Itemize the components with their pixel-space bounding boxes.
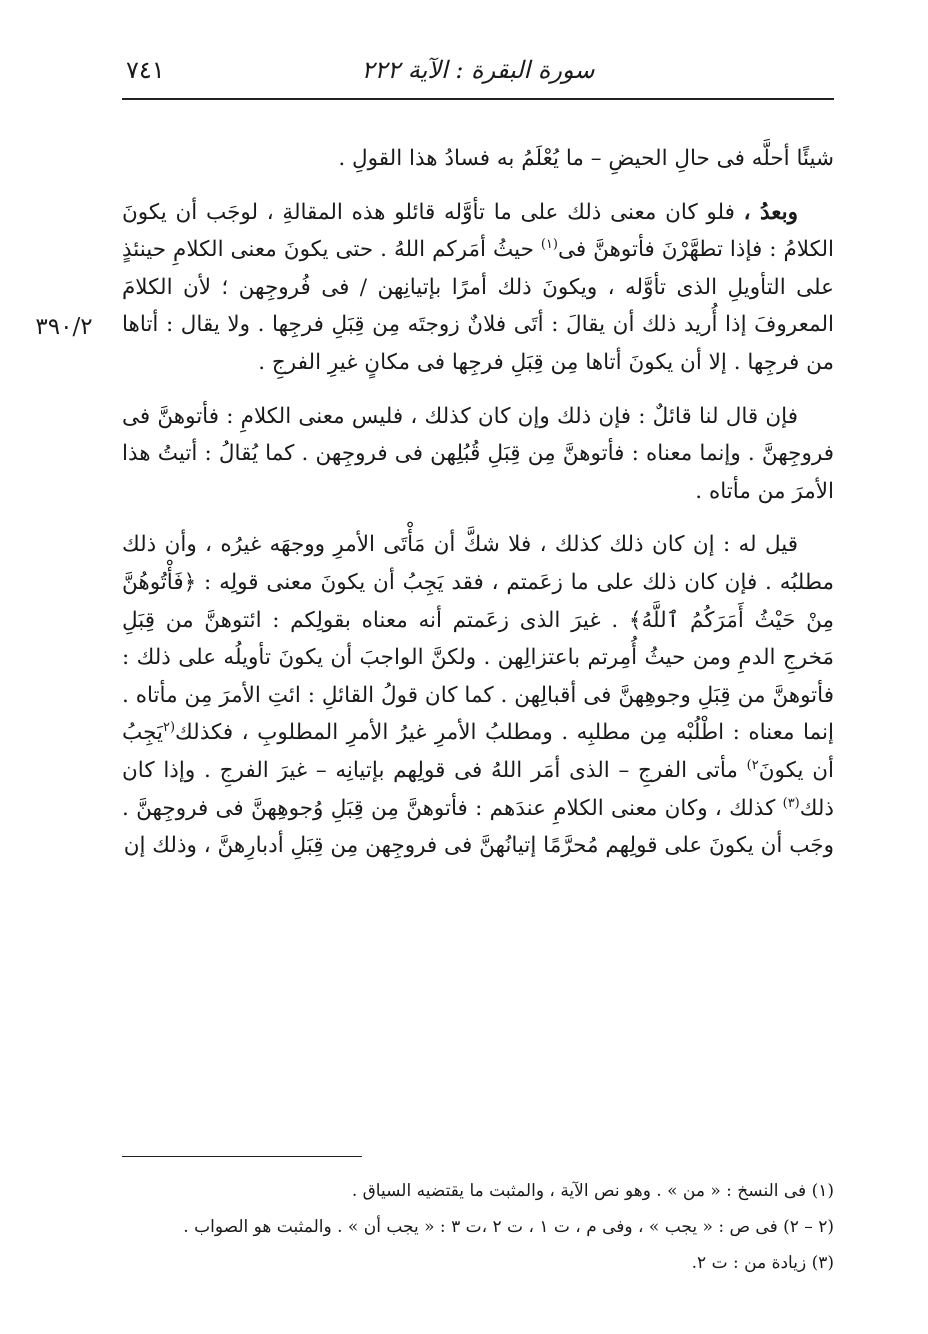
footnote: (٢ – ٢) فى ص : « يجب » ، وفى م ، ت ١ ، ت ٢ ،ت ٣ : « يجب أن » . والمثبت هو الصواب . [183,1217,834,1237]
footnote-marker: (٣) [782,795,800,811]
paragraph-text: حيثُ أمَركم اللهُ . حتى يكونَ معنى الكلامِ حينئذٍ على التأويلِ الذى تأوَّله ، ويكونَ ذلك أمرًا بإتيانِهن / فى فُروجِهن ؛ لأن الكلامَ المعروفَ إذا أُريد ذلك أن يقالَ : أتَى فلانٌ زوجتَه مِن قِبَلِ فرجِها . ولا يقال : أتاها من فرجِها . إلا أن يكونَ أتاها مِن قِبَلِ فرجِها فى مكانٍ غيرِ الفرجِ . [122,237,834,375]
footnote-marker: (٢ [162,720,176,736]
page-header [122,46,834,100]
footnote: (٣) زيادة من : ت ٢. [691,1253,834,1273]
footnote-marker: (١) [540,237,558,253]
paragraph [122,194,834,382]
paragraph [122,398,834,511]
paragraph-lead: وبعدُ ، [743,199,798,225]
paragraph-text: فلو كان معنى ذلك على ما تأوَّله قائلو هذه المقالةِ ، لوجَب أن يكونَ الكلامُ : فإذا تطهَّرْنَ فأتوهنَّ فى [122,199,834,263]
paragraph [122,140,834,178]
footnote-divider [122,1156,362,1157]
footnote-marker: ٢) [746,757,759,773]
paragraph-text: شيئًا أحلَّه فى حالِ الحيضِ – ما يُعْلَمُ به فسادُ هذا القولِ . [338,146,834,171]
paragraph-text: فإن قال لنا قائلٌ : فإن ذلك وإن كان كذلك ، فليس معنى الكلامِ : فأتوهنَّ فى فروجِهنَّ . وإنما معناه : فأتوهنَّ مِن قِبَلِ قُبُلِهن فى فروجِهن . كما يُقالُ : أتيتُ هذا الأمرَ من مأتاه . [122,403,834,504]
footnotes [122,1176,834,1284]
paragraph-text: كذلك ، وكان معنى الكلامِ عندَهم : فأتوهنَّ مِن قِبَلِ وُجوهِهنَّ فى فروجِهنَّ . وجَب أن يكونَ على قولِهم مُحرَّمًا إتيانُهنَّ فى فروجِهن مِن قِبَلِ أدبارِهنَّ ، وذلك إن [122,795,834,859]
paragraph-text: مأتى الفرجِ – الذى أمَر اللهُ فى قولِهم بإتيانِه – غيرَ الفرجِ . وإذا كان ذلك [122,757,834,821]
paragraph [122,526,834,864]
footnote: (١) فى النسخ : « من » . وهو نص الآية ، والمثبت ما يقتضيه السياق . [351,1181,834,1201]
paragraph-text: قيل له : إن كان ذلك كذلك ، فلا شكَّ أن مَأْتَى الأمرِ ووجهَه غيرُه ، وأن ذلك مطلبُه . فإن كان ذلك على ما زعَمتم ، فقد يَجِبُ أن يكونَ معنى قولِه : ﴿فَأْتُوهُنَّ مِنْ حَيْثُ أَمَرَكُمُ ٱللَّهُ﴾ . غيرَ الذى زعَمتم أنه معناه بقولِكم : ائتوهنَّ من قِبَلِ مَخرجِ الدمِ ومن حيثُ أُمِرتم باعتزالِهن . ولكنَّ الواجبَ أن يكونَ تأويلُه على ذلك : فأتوهنَّ من قِبَلِ وجوهِهنَّ فى أقبالِهن . كما كان قولُ القائلِ : ائتِ الأمرَ مِن مأتاه . إنما معناه : اطْلُبْه مِن مطلبِه . ومطلبُ الأمرِ غيرُ الأمرِ المطلوبِ ، فكذلك [122,532,834,746]
body-text [122,140,834,881]
page-number: ٧٤١ [126,56,165,84]
paragraph-text: يَجِبُ أن يكونَ [122,720,834,783]
margin-reference: ٣٩٠/٢ [35,314,93,340]
running-title: سورة البقرة : الآية ٢٢٢ [361,56,595,84]
